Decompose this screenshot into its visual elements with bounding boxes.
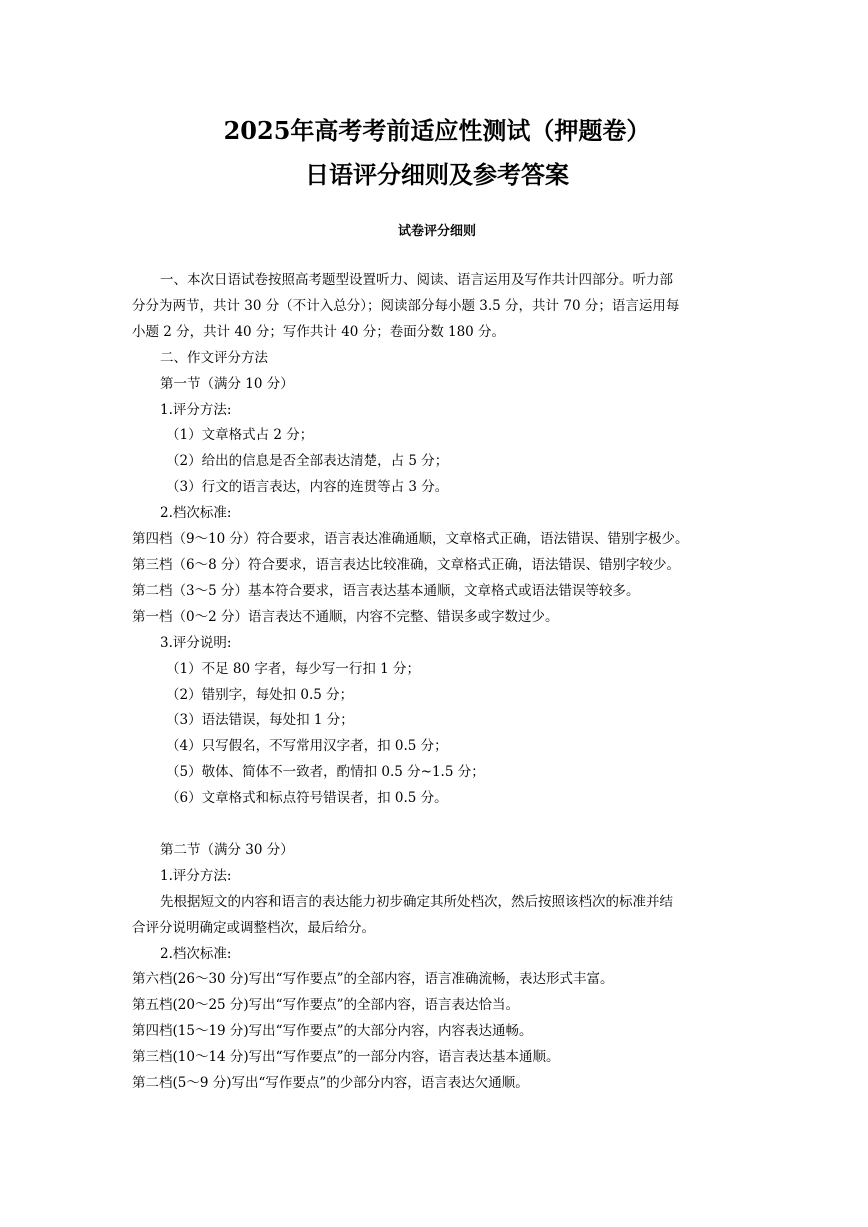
item-heading: 1.评分方法:: [160, 401, 232, 418]
list-item: （3）语法错误，每处扣 1 分；: [166, 712, 354, 729]
paragraph-line: 先根据短文的内容和语言的表达能力初步确定其所处档次，然后按照该档次的标准并结: [160, 893, 673, 910]
list-item: （2）给出的信息是否全部表达清楚，占 5 分；: [166, 453, 449, 470]
item-heading: 3.评分说明:: [160, 634, 232, 651]
list-item: （5）敬体、简体不一致者，酌情扣 0.5 分~1.5 分；: [166, 764, 485, 781]
paragraph-line: 一、本次日语试卷按照高考题型设置听力、阅读、语言运用及写作共计四部分。听力部: [160, 272, 673, 288]
blank-line: [132, 812, 742, 838]
list-item: （1）文章格式占 2 分；: [166, 427, 314, 444]
grade-line: 第六档(26～30 分)写出“写作要点”的全部内容，语言准确流畅，表达形式丰富。: [132, 971, 614, 988]
grade-line: 第二档(5～9 分)写出“写作要点”的少部分内容，语言表达欠通顺。: [132, 1075, 529, 1092]
document-title-second-line: 日语评分细则及参考答案: [305, 160, 569, 189]
grade-line: 第二档（3～5 分）基本符合要求，语言表达基本通顺，文章格式或语法错误等较多。: [132, 582, 640, 599]
section-subtitle: 试卷评分细则: [397, 224, 476, 239]
list-item: （6）文章格式和标点符号错误者，扣 0.5 分。: [166, 790, 448, 807]
list-item: （4）只写假名，不写常用汉字者，扣 0.5 分；: [166, 738, 448, 755]
grade-line: 第三档(10～14 分)写出“写作要点”的一部分内容，语言表达基本通顺。: [132, 1049, 560, 1066]
list-item: （3）行文的语言表达，内容的连贯等占 3 分。: [166, 479, 449, 496]
item-heading: 2.档次标准:: [160, 945, 232, 962]
section-heading: 二、作文评分方法: [160, 349, 268, 366]
paragraph-line: 小题 2 分，共计 40 分；写作共计 40 分；卷面分数 180 分。: [132, 323, 506, 340]
item-heading: 1.评分方法:: [160, 867, 232, 884]
subsection-heading: 第一节（满分 10 分）: [160, 375, 294, 392]
paragraph-line: 合评分说明确定或调整档次，最后给分。: [132, 919, 375, 936]
paragraph-line: 分分为两节，共计 30 分（不计入总分）；阅读部分每小题 3.5 分，共计 70 分；语言运用每: [132, 297, 680, 314]
list-item: （1）不足 80 字者，每少写一行扣 1 分；: [166, 660, 421, 677]
grade-line: 第四档（9～10 分）符合要求，语言表达准确通顺，文章格式正确，语法错误、错别字极少。: [132, 531, 689, 548]
document-title: 2025年高考考前适应性测试（押题卷）: [223, 116, 651, 145]
subsection-heading: 第二节（满分 30 分）: [160, 841, 294, 858]
item-heading: 2.档次标准:: [160, 505, 232, 522]
grade-line: 第四档(15～19 分)写出“写作要点”的大部分内容，内容表达通畅。: [132, 1023, 533, 1040]
grade-line: 第五档(20～25 分)写出“写作要点”的全部内容，语言表达恰当。: [132, 997, 519, 1014]
document-body: [132, 268, 742, 1097]
grade-line: 第三档（6～8 分）符合要求，语言表达比较准确，文章格式正确，语法错误、错别字较少。: [132, 556, 680, 573]
list-item: （2）错别字，每处扣 0.5 分；: [166, 686, 354, 703]
grade-line: 第一档（0～2 分）语言表达不通顺，内容不完整、错误多或字数过少。: [132, 608, 559, 625]
